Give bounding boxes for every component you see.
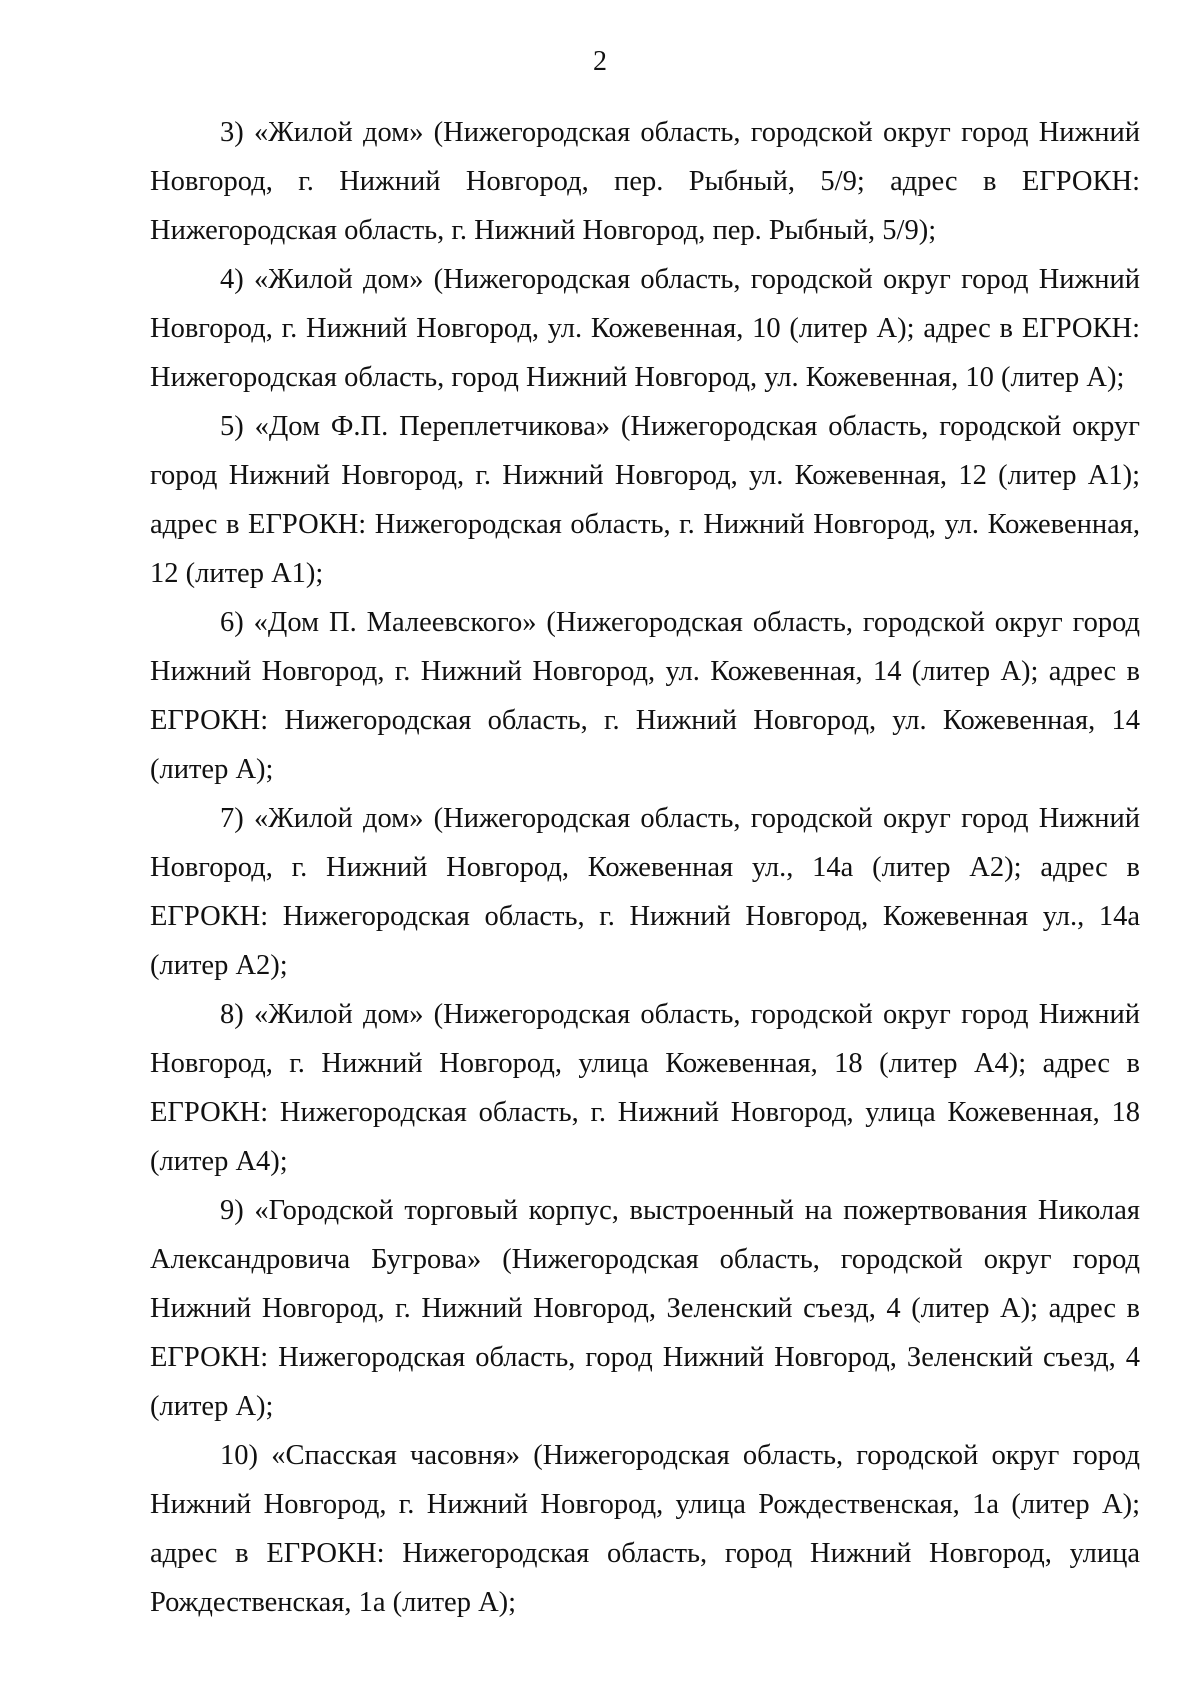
list-item-7: 7) «Жилой дом» (Нижегородская область, городской округ город Нижний Новгород, г. Нижний Новгород, Кожевенная ул., 14а (литер А2); адрес в ЕГРОКН: Нижегородская область, г. Нижний Новгород, Кожевенная ул., 14а (литер А2); — [150, 803, 1140, 981]
list-item-8: 8) «Жилой дом» (Нижегородская область, городской округ город Нижний Новгород, г. Нижний Новгород, улица Кожевенная, 18 (литер А4); адрес в ЕГРОКН: Нижегородская область, г. Нижний Новгород, улица Кожевенная, 18 (литер А4); — [150, 999, 1140, 1177]
list-item-4: 4) «Жилой дом» (Нижегородская область, городской округ город Нижний Новгород, г. Нижний Новгород, ул. Кожевенная, 10 (литер А); адрес в ЕГРОКН: Нижегородская область, город Нижний Новгород, ул. Кожевенная, 10 (литер А); — [150, 264, 1140, 393]
page-number: 2 — [593, 46, 607, 77]
list-item-10: 10) «Спасская часовня» (Нижегородская область, городской округ город Нижний Новгород, г. Нижний Новгород, улица Рождественская, 1а (литер А); адрес в ЕГРОКН: Нижегородская область, город Нижний Новгород, улица Рождественская, 1а (литер А); — [150, 1440, 1140, 1618]
list-item-6: 6) «Дом П. Малеевского» (Нижегородская область, городской округ город Нижний Новгород, г. Нижний Новгород, ул. Кожевенная, 14 (литер А); адрес в ЕГРОКН: Нижегородская область, г. Нижний Новгород, ул. Кожевенная, 14 (литер А); — [150, 607, 1140, 785]
list-item-9: 9) «Городской торговый корпус, выстроенный на пожертвования Николая Александровича Бугрова» (Нижегородская область, городской округ город Нижний Новгород, г. Нижний Новгород, Зеленский съезд, 4 (литер А); адрес в ЕГРОКН: Нижегородская область, город Нижний Новгород, Зеленский съезд, 4 (литер А); — [150, 1195, 1140, 1422]
list-item-5: 5) «Дом Ф.П. Переплетчикова» (Нижегородская область, городской округ город Нижний Новгород, г. Нижний Новгород, ул. Кожевенная, 12 (литер А1); адрес в ЕГРОКН: Нижегородская область, г. Нижний Новгород, ул. Кожевенная, 12 (литер А1); — [150, 411, 1140, 589]
list-item-3: 3) «Жилой дом» (Нижегородская область, городской округ город Нижний Новгород, г. Нижний Новгород, пер. Рыбный, 5/9; адрес в ЕГРОКН: Нижегородская область, г. Нижний Новгород, пер. Рыбный, 5/9); — [150, 117, 1140, 246]
document-body — [150, 108, 1140, 1627]
